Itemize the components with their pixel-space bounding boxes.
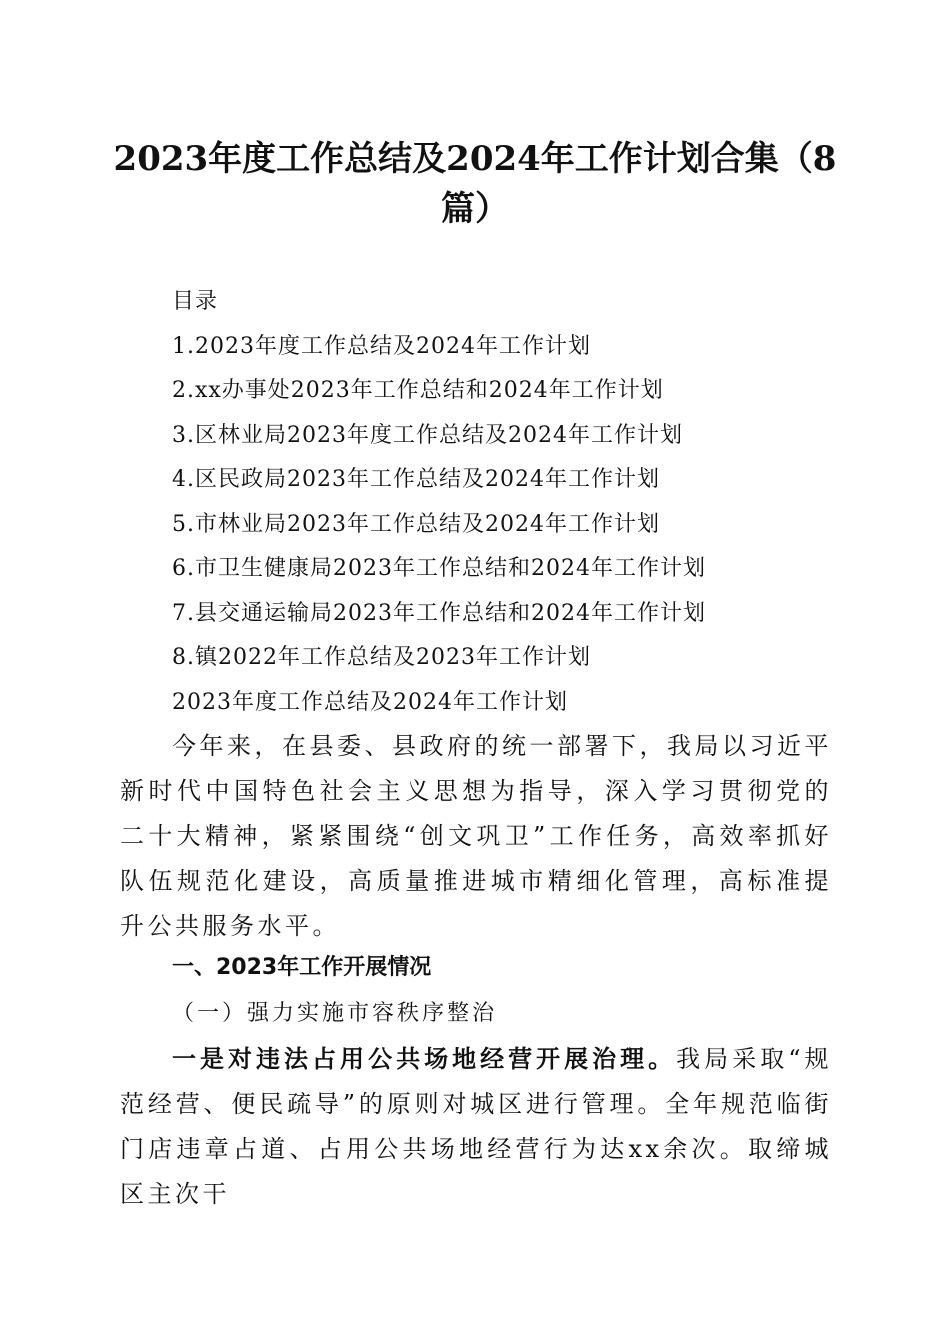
toc-item: 6.市卫生健康局2023年工作总结和2024年工作计划	[172, 556, 706, 581]
heading-level2: （一）强力实施市容秩序整治	[172, 1001, 498, 1026]
toc-item: 8.镇2022年工作总结及2023年工作计划	[172, 645, 591, 670]
table-of-contents	[172, 280, 872, 725]
paragraph-lead: 一是对违法占用公共场地经营开展治理。	[172, 1044, 677, 1073]
toc-item: 2.xx办事处2023年工作总结和2024年工作计划	[172, 378, 664, 403]
toc-item: 4.区民政局2023年工作总结及2024年工作计划	[172, 467, 660, 492]
toc-item: 3.区林业局2023年度工作总结及2024年工作计划	[172, 422, 683, 448]
intro-paragraph: 今年来，在县委、县政府的统一部署下，我局以习近平新时代中国特色社会主义思想为指导，深入学习贯彻党的二十大精神，紧紧围绕“创文巩卫”工作任务，高效率抓好队伍规范化建设，高质量推进城市精细化管理，高标准提升公共服务水平。	[120, 732, 832, 940]
heading-level1: 一、2023年工作开展情况	[172, 955, 432, 980]
toc-item: 5.市林业局2023年工作总结及2024年工作计划	[172, 511, 660, 537]
section-title: 2023年度工作总结及2024年工作计划	[172, 689, 568, 715]
toc-item: 1.2023年度工作总结及2024年工作计划	[172, 333, 591, 359]
paragraph-rest: 我局采取“规范经营、便民疏导”的原则对城区进行管理。全年规范临街门店违章占道、占用公共场地经营行为达xx余次。取缔城区主次干	[120, 1045, 832, 1208]
body-paragraph	[120, 1036, 832, 1217]
document-title: 2023年度工作总结及2024年工作计划合集（8篇）	[113, 139, 837, 229]
toc-heading: 目录	[172, 289, 219, 314]
toc-item: 7.县交通运输局2023年工作总结和2024年工作计划	[172, 600, 706, 626]
